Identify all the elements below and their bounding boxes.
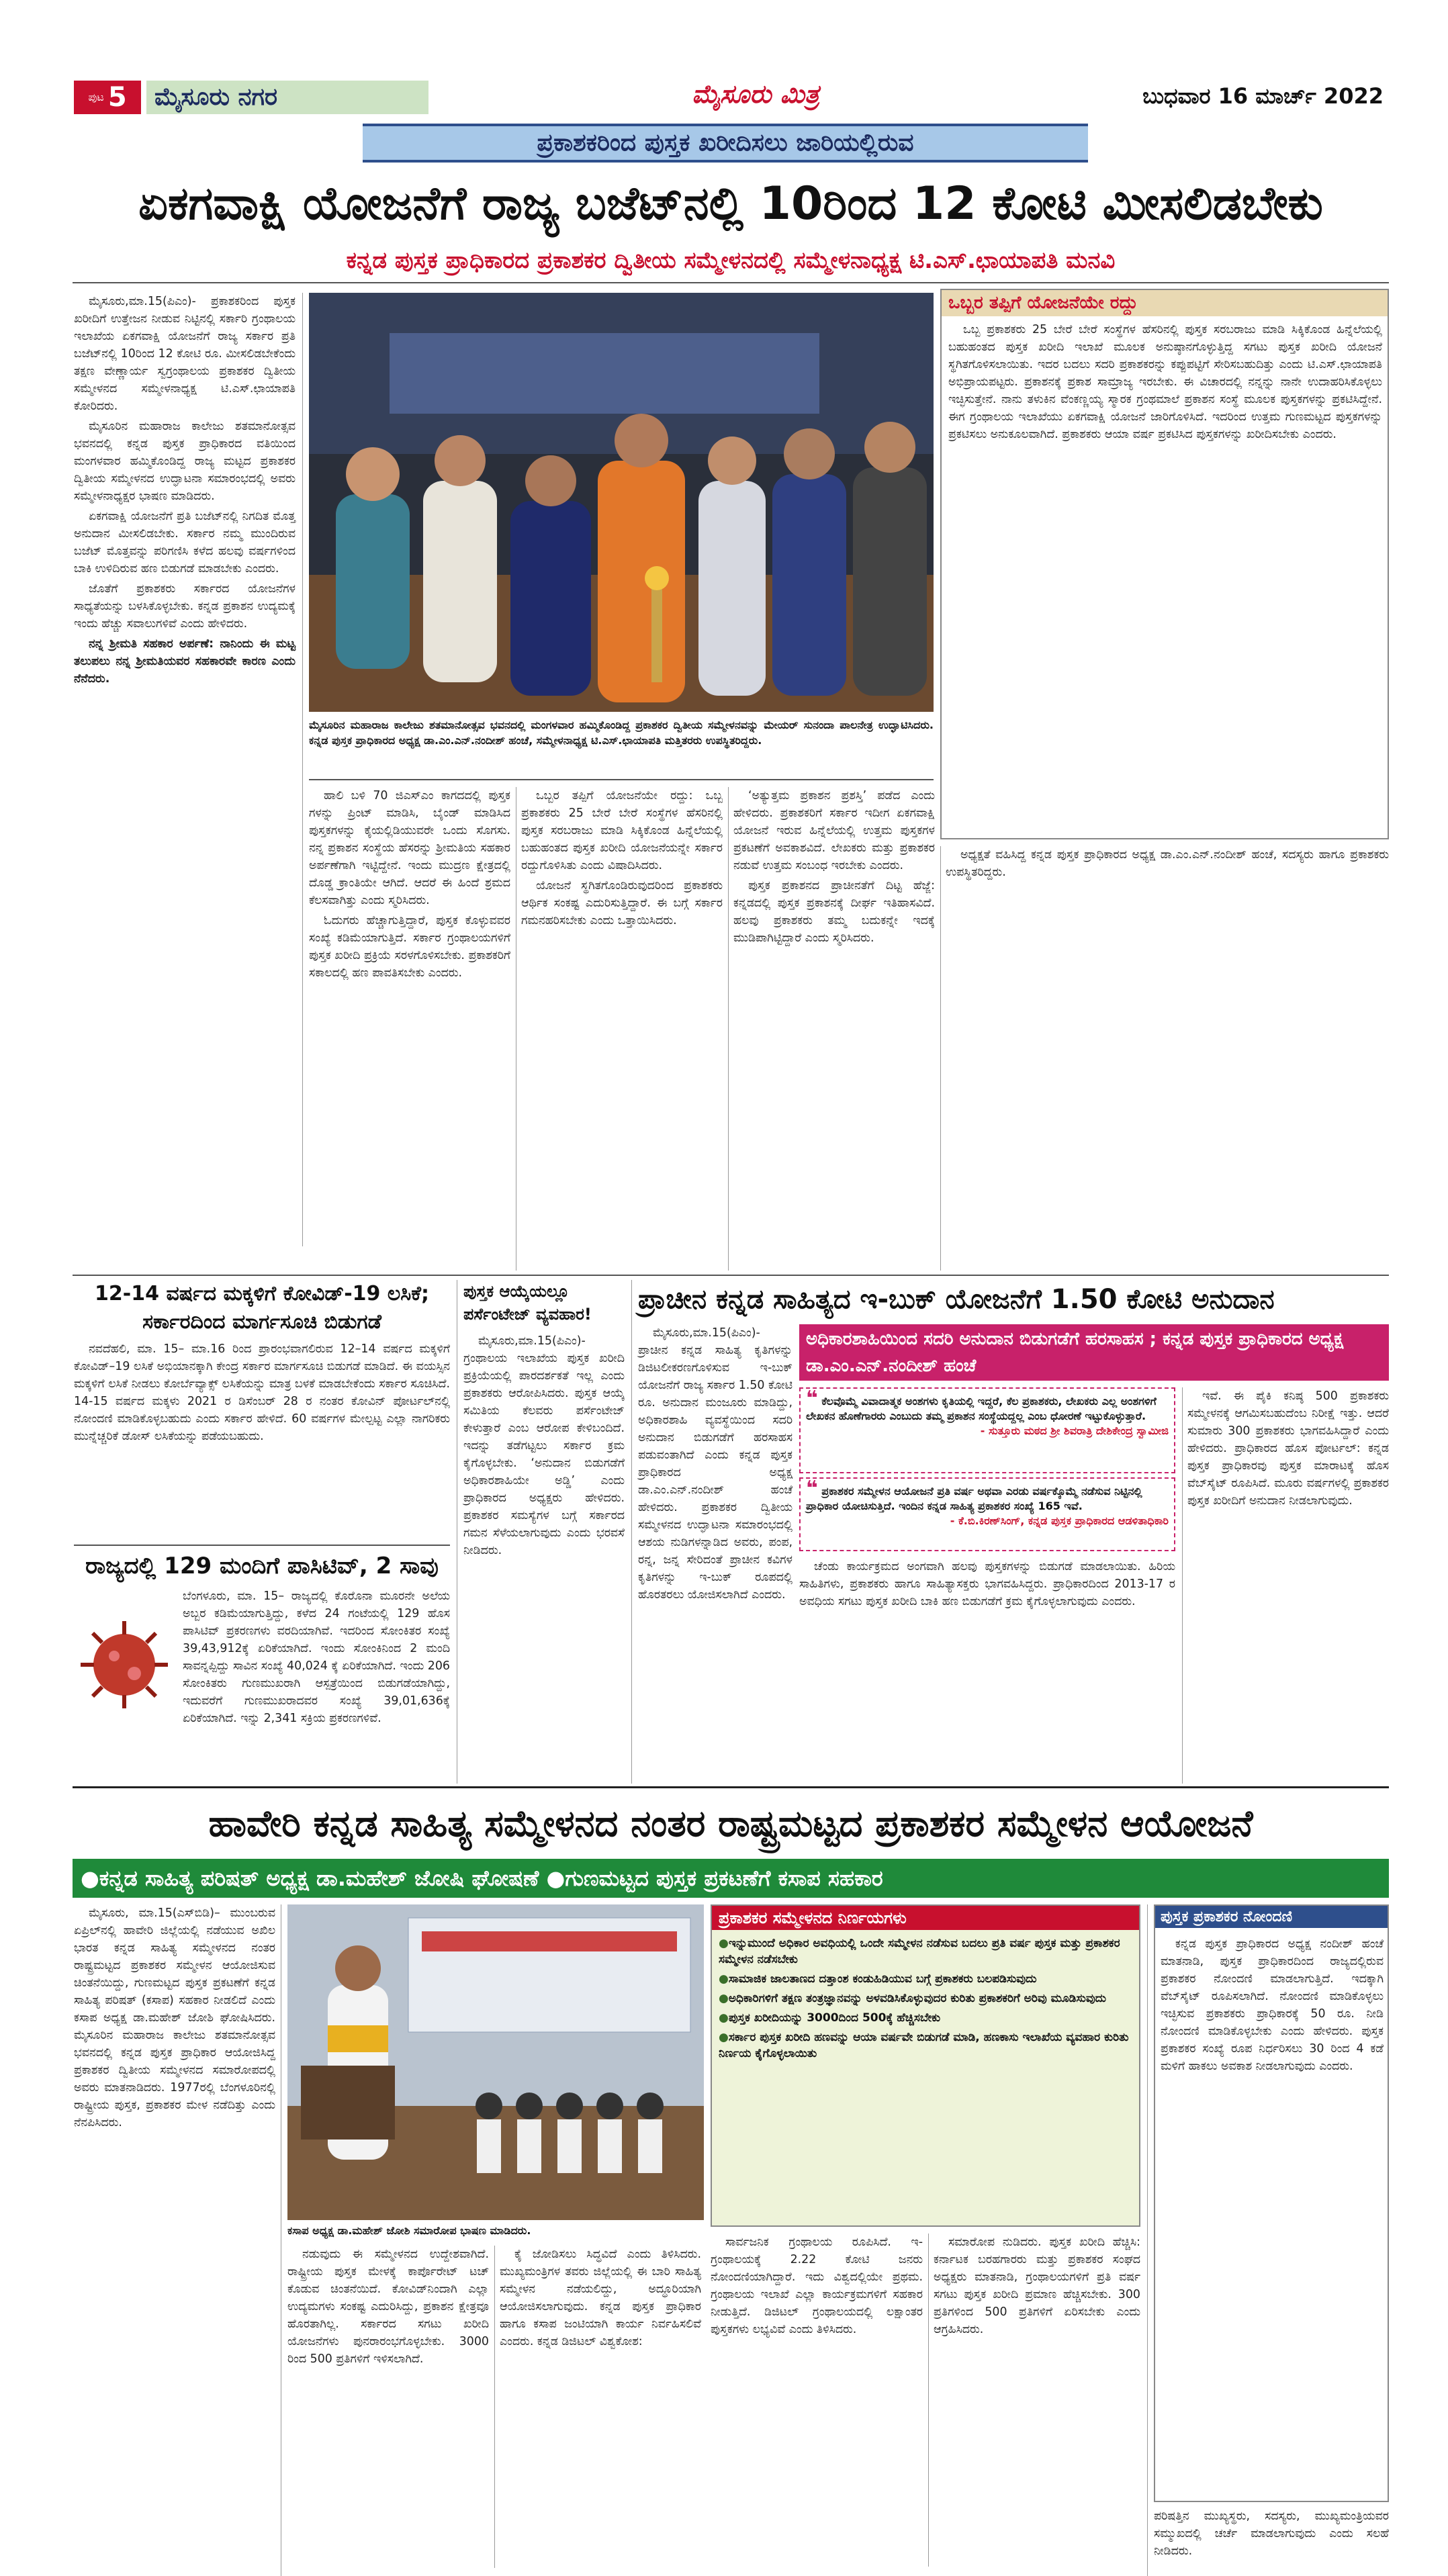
page-number: 5 bbox=[107, 82, 127, 113]
story2-mid-col-1: ನಡುವುದು ಈ ಸಮ್ಮೇಳನದ ಉದ್ದೇಶವಾಗಿದೆ. ರಾಷ್ಟ್ರೀಯ ಪುಸ್ತಕ ಮೇಳಕ್ಕೆ ಕಾರ್ಪೊರೇಟ್ ಟಚ್ ಕೊಡುವ ಚಿಂತನೆಯಿದೆ. ಕೋವಿಡ್‌ನಿಂದಾಗಿ ಎಲ್ಲಾ ಉದ್ಯಮಗಳು ಸಂಕಷ್ಟ ಎದುರಿಸಿದ್ದು, ಪ್ರಕಾಶನ ಕ್ಷೇತ್ರವೂ ಹೊರತಾಗಿಲ್ಲ. ಸರ್ಕಾರದ ಸಗಟು ಖರೀದಿ ಯೋಜನೆಗಳು ಪುನರಾರಂಭಗೊಳ್ಳಬೇಕು. 3000 ರಿಂದ 500 ಪ್ರತಿಗಳಿಗೆ ಇಳಿಸಲಾಗಿದೆ. bbox=[287, 2248, 489, 2366]
ebook-banner: ಅಧಿಕಾರಶಾಹಿಯಿಂದ ಸದರಿ ಅನುದಾನ ಬಿಡುಗಡೆಗೆ ಹರಸಾಹಸ ; ಕನ್ನಡ ಪುಸ್ತಕ ಪ್ರಾಧಿಕಾರದ ಅಧ್ಯಕ್ಷ ಡಾ.ಎಂ.ಎನ್.ನಂದೀಶ್ ಹಂಚೆ bbox=[799, 1324, 1389, 1381]
story2-photo-caption: ಕಸಾಪ ಅಧ್ಯಕ್ಷ ಡಾ.ಮಹೇಶ್ ಜೋಶಿ ಸಮಾರೋಪ ಭಾಷಣ ಮಾಡಿದರು. bbox=[287, 2224, 531, 2237]
resolution-item: ● ಪುಸ್ತಕ ಖರೀದಿಯನ್ನು 3000ದಿಂದ 500ಕ್ಕೆ ಹೆಚ್ಚಿಸಬೇಕು bbox=[719, 2010, 1132, 2026]
resolution-item: ● ಸಾಮಾಜಿಕ ಜಾಲತಾಣದ ದತ್ತಾಂಶ ಕಂಡುಹಿಡಿಯುವ ಬಗ್ಗೆ ಪ್ರಕಾಶಕರು ಬಲಪಡಿಸುವುದು bbox=[719, 1971, 1132, 1987]
ebook-headline: ಪ್ರಾಚೀನ ಕನ್ನಡ ಸಾಹಿತ್ಯದ ಇ-ಬುಕ್ ಯೋಜನೆಗೆ 1.50 ಕೋಟಿ ಅನುದಾನ bbox=[638, 1284, 1275, 1315]
story1-kicker: ಪ್ರಕಾಶಕರಿಂದ ಪುಸ್ತಕ ಖರೀದಿಸಲು ಜಾರಿಯಲ್ಲಿರುವ bbox=[363, 124, 1088, 163]
page-number-badge bbox=[74, 81, 141, 114]
story1-left-column bbox=[74, 293, 296, 1246]
resolutions-box bbox=[711, 1904, 1140, 2227]
ebook-bottom-text: ಚೆಂಡು ಕಾರ್ಯಕ್ರಮದ ಅಂಗವಾಗಿ ಹಲವು ಪುಸ್ತಕಗಳನ್ನು ಬಿಡುಗಡೆ ಮಾಡಲಾಯಿತು. ಹಿರಿಯ ಸಾಹಿತಿಗಳು, ಪ್ರಕಾಶಕರು ಹಾಗೂ ಸಾಹಿತ್ಯಾಸಕ್ತರು ಭಾಗವಹಿಸಿದ್ದರು. ಪ್ರಾಧಿಕಾರದಿಂದ 2013-17 ರ ಅವಧಿಯ ಸಗಟು ಪುಸ್ತಕ ಖರೀದಿ ಬಾಕಿ ಹಣ ಬಿಡುಗಡೆಗೆ ಕ್ರಮ ಕೈಗೊಳ್ಳಲಾಗುವುದು ಎಂದರು. bbox=[799, 1560, 1175, 1608]
quote-mark-icon: ❝ bbox=[806, 1477, 818, 1500]
resolution-item: ● ಇನ್ನುಮುಂದೆ ಅಧಿಕಾರ ಅವಧಿಯಲ್ಲಿ ಒಂದೇ ಸಮ್ಮೇಳನ ನಡೆಸುವ ಬದಲು ಪ್ರತಿ ವರ್ಷ ಪುಸ್ತಕ ಮತ್ತು ಪ್ರಕಾಶಕರ ಸಮ್ಮೇಳನ ನಡೆಸಬೇಕು bbox=[719, 1935, 1132, 1968]
resolutions-list bbox=[712, 1930, 1139, 2070]
stage-photo-illustration bbox=[309, 293, 934, 712]
box-text: ಒಬ್ಬ ಪ್ರಕಾಶಕರು 25 ಬೇರೆ ಬೇರೆ ಸಂಸ್ಥೆಗಳ ಹೆಸರಿನಲ್ಲಿ ಪುಸ್ತಕ ಸರಬರಾಜು ಮಾಡಿ ಸಿಕ್ಕಿಕೊಂಡ ಹಿನ್ನೆಲೆಯಲ್ಲಿ ಬಹುಹಂತದ ಪುಸ್ತಕ ಖರೀದಿ ಇಲಾಖೆ ಮೂಲಕ ಅನುಷ್ಠಾನಗೊಳ್ಳುತ್ತಿದ್ದ ಸಗಟು ಪುಸ್ತಕ ಖರೀದಿ ಯೋಜನೆ ಸ್ಥಗಿತಗೊಳಿಸಲಾಯಿತು. ಇದರ ಬದಲು ಸದರಿ ಪ್ರಕಾಶಕರನ್ನು ಕಪ್ಪುಪಟ್ಟಿಗೆ ಸೇರಿಸಬಹುದಿತ್ತು ಎಂದು ಟಿ.ಎಸ್.ಛಾಯಾಪತಿ ಅಭಿಪ್ರಾಯಪಟ್ಟರು. ಪ್ರಕಾಶನಕ್ಕೆ ಪ್ರಕಾಶ ಸಾಮ್ರಾಜ್ಯ ಇರಬೇಕು. ಈ ವಿಚಾರದಲ್ಲಿ ನನ್ನನ್ನು ನಾನೇ ಉದಾಹರಿಸಿಕೊಳ್ಳಲು ಇಚ್ಛಿಸುತ್ತೇನೆ. ನಾನು ತಳುಕಿನ ವೆಂಕಣ್ಣಯ್ಯ ಸ್ಮಾರಕ ಗ್ರಂಥಮಾಲೆ ಪ್ರಕಾಶನ ಸಂಸ್ಥೆ ಮೂಲಕ ಪುಸ್ತಕಗಳನ್ನು ಪ್ರಕಟಿಸಿದ್ದೇನೆ. ಈಗ ಗ್ರಂಥಾಲಯ ಇಲಾಖೆಯು ಏಕಗವಾಕ್ಷಿ ಯೋಜನೆ ಜಾರಿಗೊಳಿಸಿದೆ. ಇದರಿಂದ ಉತ್ತಮ ಗುಣಮಟ್ಟದ ಪುಸ್ತಕಗಳನ್ನು ಪ್ರಕಟಿಸಲು ಅನುಕೂಲವಾಗಿದೆ. ಪ್ರಕಾಶಕರು ಆಯಾ ವರ್ಷ ಪ್ರಕಟಿಸಿದ ಪುಸ್ತಕಗಳನ್ನು ಖರೀದಿಸಬೇಕು ಎಂದರು. bbox=[948, 323, 1382, 441]
story2-res-text-1: ಸಾರ್ವಜನಿಕ ಗ್ರಂಥಾಲಯ ರೂಪಿಸಿದೆ. ಇ-ಗ್ರಂಥಾಲಯಕ್ಕೆ 2.22 ಕೋಟಿ ಜನರು ನೋಂದಣಿಯಾಗಿದ್ದಾರೆ. ಇದು ವಿಶ್ವದಲ್ಲಿಯೇ ಪ್ರಥಮ. ಗ್ರಂಥಾಲಯ ಇಲಾಖೆ ಎಲ್ಲಾ ಕಾರ್ಯಕ್ರಮಗಳಿಗೆ ಸಹಕಾರ ನೀಡುತ್ತಿದೆ. ಡಿಜಿಟಲ್ ಗ್ರಂಥಾಲಯದಲ್ಲಿ ಲಕ್ಷಾಂತರ ಪುಸ್ತಕಗಳು ಲಭ್ಯವಿವೆ ಎಂದು ತಿಳಿಸಿದರು. bbox=[711, 2236, 923, 2336]
library-headline: ಪುಸ್ತಕ ಆಯ್ಕೆಯಲ್ಲೂ ಪರ್ಸೆಂಟೇಜ್ ವ್ಯವಹಾರ! bbox=[463, 1282, 592, 1324]
speaker-photo-illustration bbox=[287, 1904, 704, 2220]
section-name: ಮೈಸೂರು ನಗರ bbox=[146, 81, 428, 114]
registration-text: ಕನ್ನಡ ಪುಸ್ತಕ ಪ್ರಾಧಿಕಾರದ ಅಧ್ಯಕ್ಷ ನಂದೀಶ್ ಹಂಚೆ ಮಾತನಾಡಿ, ಪುಸ್ತಕ ಪ್ರಾಧಿಕಾರದಿಂದ ರಾಜ್ಯದಲ್ಲಿರುವ ಪ್ರಕಾಶಕರ ನೋಂದಣಿ ಮಾಡಲಾಗುತ್ತಿದೆ. ಇದಕ್ಕಾಗಿ ವೆಬ್‌ಸೈಟ್ ರೂಪಿಸಲಾಗಿದೆ. ನೋಂದಣಿ ಮಾಡಿಕೊಳ್ಳಲು ಇಚ್ಛಿಸುವ ಪ್ರಕಾಶಕರು ಪ್ರಾಧಿಕಾರಕ್ಕೆ 50 ರೂ. ನೀಡಿ ನೋಂದಣಿ ಮಾಡಿಕೊಳ್ಳಬೇಕು ಎಂದು ಹೇಳಿದರು. ಪುಸ್ತಕ ಪ್ರಕಾಶಕರ ಸಂಖ್ಯೆ ರೂಪ ನಿರ್ಧರಿಸಲು 30 ರಿಂದ 4 ಕಡೆ ಮಳಿಗೆ ಹಾಕಲು ಅವಕಾಶ ನೀಡಲಾಗುವುದು ಎಂದರು. bbox=[1161, 1937, 1384, 2073]
ebook-quote-2: ❝ ಪ್ರಕಾಶಕರ ಸಮ್ಮೇಳನ ಆಯೋಜನೆ ಪ್ರತಿ ವರ್ಷ ಅಥವಾ ಎರಡು ವರ್ಷಕ್ಕೊಮ್ಮೆ ನಡೆಸುವ ನಿಟ್ಟಿನಲ್ಲಿ ಪ್ರಾಧಿಕಾರ ಯೋಚಿಸುತ್ತಿದೆ. ಇಂದಿನ ಕನ್ನಡ ಸಾಹಿತ್ಯ ಪ್ರಕಾಶಕರ ಸಂಖ್ಯೆ 165 ಇವೆ. - ಕೆ.ಬಿ.ಕಿರಣ್‌ಸಿಂಗ್, ಕನ್ನಡ ಪುಸ್ತಕ ಪ್ರಾಧಿಕಾರದ ಆಡಳಿತಾಧಿಕಾರಿ bbox=[799, 1477, 1175, 1551]
library-text: ಮೈಸೂರು,ಮಾ.15(ಪಿಎಂ)- ಗ್ರಂಥಾಲಯ ಇಲಾಖೆಯ ಪುಸ್ತಕ ಖರೀದಿ ಪ್ರಕ್ರಿಯೆಯಲ್ಲಿ ಪಾರದರ್ಶಕತೆ ಇಲ್ಲ ಎಂದು ಪ್ರಕಾಶಕರು ಆರೋಪಿಸಿದರು. ಪುಸ್ತಕ ಆಯ್ಕೆ ಸಮಿತಿಯ ಕೆಲವರು ಪರ್ಸೆಂಟೇಜ್ ಕೇಳುತ್ತಾರೆ ಎಂಬ ಆರೋಪ ಕೇಳಿಬಂದಿದೆ. ಇದನ್ನು ತಡೆಗಟ್ಟಲು ಸರ್ಕಾರ ಕ್ರಮ ಕೈಗೊಳ್ಳಬೇಕು. ‘ಅನುದಾನ ಬಿಡುಗಡೆಗೆ ಅಧಿಕಾರಶಾಹಿಯೇ ಅಡ್ಡಿ’ ಎಂದು ಪ್ರಾಧಿಕಾರದ ಅಧ್ಯಕ್ಷರು ಹೇಳಿದರು. ಪ್ರಕಾಶಕರ ಸಮಸ್ಯೆಗಳ ಬಗ್ಗೆ ಸರ್ಕಾರದ ಗಮನ ಸೆಳೆಯಲಾಗುವುದು ಎಂದು ಭರವಸೆ ನೀಡಿದರು. bbox=[463, 1334, 625, 1557]
story1-headline: ಏಕಗವಾಕ್ಷಿ ಯೋಜನೆಗೆ ರಾಜ್ಯ ಬಜೆಟ್‌ನಲ್ಲಿ 10ರಿಂದ 12 ಕೋಟಿ ಮೀಸಲಿಡಬೇಕು bbox=[138, 177, 1323, 230]
quote-mark-icon: ❝ bbox=[806, 1387, 818, 1410]
ebook-left-text: ಮೈಸೂರು,ಮಾ.15(ಪಿಎಂ)- ಪ್ರಾಚೀನ ಕನ್ನಡ ಸಾಹಿತ್ಯ ಕೃತಿಗಳನ್ನು ಡಿಜಿಟಲೀಕರಣಗೊಳಿಸುವ ಇ-ಬುಕ್ ಯೋಜನೆಗೆ ರಾಜ್ಯ ಸರ್ಕಾರ 1.50 ಕೋಟಿ ರೂ. ಅನುದಾನ ಮಂಜೂರು ಮಾಡಿದ್ದು, ಅಧಿಕಾರಶಾಹಿ ವ್ಯವಸ್ಥೆಯಿಂದ ಸದರಿ ಅನುದಾನ ಬಿಡುಗಡೆಗೆ ಹರಸಾಹಸ ಪಡುವಂತಾಗಿದೆ ಎಂದು ಕನ್ನಡ ಪುಸ್ತಕ ಪ್ರಾಧಿಕಾರದ ಅಧ್ಯಕ್ಷ ಡಾ.ಎಂ.ಎನ್.ನಂದೀಶ್ ಹಂಚೆ ಹೇಳಿದರು. ಪ್ರಕಾಶಕರ ದ್ವಿತೀಯ ಸಮ್ಮೇಳನದ ಉದ್ಘಾಟನಾ ಸಮಾರಂಭದಲ್ಲಿ ಆಶಯ ನುಡಿಗಳನ್ನಾಡಿದ ಅವರು, ಪಂಪ, ರನ್ನ, ಜನ್ನ ಸೇರಿದಂತೆ ಪ್ರಾಚೀನ ಕವಿಗಳ ಕೃತಿಗಳನ್ನು ಇ-ಬುಕ್ ರೂಪದಲ್ಲಿ ಹೊರತರಲು ಯೋಜಿಸಲಾಗಿದೆ ಎಂದರು. bbox=[638, 1326, 793, 1602]
story2-photo bbox=[287, 1904, 704, 2220]
story2-headline: ಹಾವೇರಿ ಕನ್ನಡ ಸಾಹಿತ್ಯ ಸಮ್ಮೇಳನದ ನಂತರ ರಾಷ್ಟ್ರಮಟ್ಟದ ಪ್ರಕಾಶಕರ ಸಮ್ಮೇಳನ ಆಯೋಜನೆ bbox=[208, 1802, 1253, 1845]
story1-mid-col-2: ಒಬ್ಬರ ತಪ್ಪಿಗೆ ಯೋಜನೆಯೇ ರದ್ದು: ಒಬ್ಬ ಪ್ರಕಾಶಕರು 25 ಬೇರೆ ಬೇರೆ ಸಂಸ್ಥೆಗಳ ಹೆಸರಿನಲ್ಲಿ ಪುಸ್ತಕ ಸರಬರಾಜು ಮಾಡಿ ಸಿಕ್ಕಿಕೊಂಡ ಹಿನ್ನೆಲೆಯಲ್ಲಿ ಬಹುಹಂತದ ಪುಸ್ತಕ ಖರೀದಿ ಯೋಜನೆಯನ್ನೇ ಸರ್ಕಾರ ರದ್ದುಗೊಳಿಸಿತು ಎಂದು ವಿಷಾದಿಸಿದರು. ಯೋಜನೆ ಸ್ಥಗಿತಗೊಂಡಿರುವುದರಿಂದ ಪ್ರಕಾಶಕರು ಆರ್ಥಿಕ ಸಂಕಷ್ಟ ಎದುರಿಸುತ್ತಿದ್ದಾರೆ. ಈ ಬಗ್ಗೆ ಸರ್ಕಾರ ಗಮನಹರಿಸಬೇಕು ಎಂದು ಒತ್ತಾಯಿಸಿದರು. bbox=[521, 789, 723, 927]
story2-res-text-2: ಸಮಾರೋಪ ನುಡಿದರು. ಪುಸ್ತಕ ಖರೀದಿ ಹೆಚ್ಚಿಸಿ: ಕರ್ನಾಟಕ ಬರಹಗಾರರು ಮತ್ತು ಪ್ರಕಾಶಕರ ಸಂಘದ ಅಧ್ಯಕ್ಷರು ಮಾತನಾಡಿ, ಗ್ರಂಥಾಲಯಗಳಿಗೆ ಪ್ರತಿ ವರ್ಷ ಸಗಟು ಪುಸ್ತಕ ಖರೀದಿ ಪ್ರಮಾಣ ಹೆಚ್ಚಿಸಬೇಕು. 300 ಪ್ರತಿಗಳಿಂದ 500 ಪ್ರತಿಗಳಿಗೆ ಏರಿಸಬೇಕು ಎಂದು ಆಗ್ರಹಿಸಿದರು. bbox=[934, 2236, 1140, 2336]
story2-subhead: ●ಕನ್ನಡ ಸಾಹಿತ್ಯ ಪರಿಷತ್ ಅಧ್ಯಕ್ಷ ಡಾ.ಮಹೇಶ್ ಜೋಷಿ ಘೋಷಣೆ ●ಗುಣಮಟ್ಟದ ಪುಸ್ತಕ ಪ್ರಕಟಣೆಗೆ ಕಸಾಪ ಸಹಕಾರ bbox=[73, 1859, 1389, 1898]
registration-box bbox=[1154, 1904, 1389, 2502]
paragraph: ಏಕಗವಾಕ್ಷಿ ಯೋಜನೆಗೆ ಪ್ರತಿ ಬಜೆಟ್‌ನಲ್ಲಿ ನಿಗದಿತ ಮೊತ್ತ ಅನುದಾನ ಮೀಸಲಿಡಬೇಕು. ಸರ್ಕಾರ ನಮ್ಮ ಮುಂದಿರುವ ಬಜೆಟ್ ಮೊತ್ತವನ್ನು ಪರಿಗಣಿಸಿ ಕಳೆದ ಹಲವು ವರ್ಷಗಳಿಂದ ಬಾಕಿ ಉಳಿದಿರುವ ಹಣ ಬಿಡುಗಡೆ ಮಾಡಬೇಕು ಎಂದರು. bbox=[74, 510, 296, 576]
paragraph: ಮೈಸೂರು,ಮಾ.15(ಪಿಎಂ)- ಪ್ರಕಾಶಕರಿಂದ ಪುಸ್ತಕ ಖರೀದಿಗೆ ಉತ್ತೇಜನ ನೀಡುವ ನಿಟ್ಟಿನಲ್ಲಿ ಸರ್ಕಾರಿ ಗ್ರಂಥಾಲಯ ಇಲಾಖೆಯ ಏಕಗವಾಕ್ಷಿ ಯೋಜನೆಗೆ ರಾಜ್ಯ ಸರ್ಕಾರ ಪ್ರತಿ ಬಜೆಟ್‌ನಲ್ಲಿ 10ರಿಂದ 12 ಕೋಟಿ ರೂ. ಮೀಸಲಿಡಬೇಕೆಂದು ತಕ್ಷಣ ವೇಣ್ಣಾರ್ಯ ಸ್ವಗ್ರಂಥಾಲಯ ಪ್ರಕಾಶಕರ ದ್ವಿತೀಯ ಸಮ್ಮೇಳನದ ಸಮ್ಮೇಳನಾಧ್ಯಕ್ಷ ಟಿ.ಎಸ್.ಛಾಯಾಪತಿ ಕೋರಿದರು. bbox=[74, 295, 296, 413]
masthead bbox=[74, 78, 1384, 117]
story1-main-photo bbox=[309, 293, 934, 712]
ebook-right-text: ಇವೆ. ಈ ಪೈಕಿ ಕನಿಷ್ಠ 500 ಪ್ರಕಾಶಕರು ಸಮ್ಮೇಳನಕ್ಕೆ ಆಗಮಿಸಬಹುದೆಂಬ ನಿರೀಕ್ಷೆ ಇತ್ತು. ಆದರೆ ಸುಮಾರು 300 ಪ್ರಕಾಶಕರು ಭಾಗವಹಿಸಿದ್ದಾರೆ ಎಂದು ಹೇಳಿದರು. ಪ್ರಾಧಿಕಾರದ ಹೊಸ ಪೋರ್ಟಲ್: ಕನ್ನಡ ಪುಸ್ತಕ ಪ್ರಾಧಿಕಾರವು ಪುಸ್ತಕ ಮಾರಾಟಕ್ಕೆ ಹೊಸ ವೆಬ್‌ಸೈಟ್ ರೂಪಿಸಿದೆ. ಮೂರು ವರ್ಷಗಳಲ್ಲಿ ಪ್ರಕಾಶಕರ ಪುಸ್ತಕ ಖರೀದಿಗೆ ಅನುದಾನ ನೀಡಲಾಗುವುದು. bbox=[1187, 1389, 1389, 1508]
paper-logo: ಮೈಸೂರು ಮಿತ್ರ bbox=[692, 79, 819, 109]
story1-mid-col-4: ಅಧ್ಯಕ್ಷತೆ ವಹಿಸಿದ್ದ ಕನ್ನಡ ಪುಸ್ತಕ ಪ್ರಾಧಿಕಾರದ ಅಧ್ಯಕ್ಷ ಡಾ.ಎಂ.ಎನ್.ನಂದೀಶ್ ಹಂಚೆ, ಸದಸ್ಯರು ಹಾಗೂ ಪ್ರಕಾಶಕರು ಉಪಸ್ಥಿತರಿದ್ದರು. bbox=[946, 848, 1389, 879]
covid-text: ನವದೆಹಲಿ, ಮಾ. 15– ಮಾ.16 ರಿಂದ ಪ್ರಾರಂಭವಾಗಲಿರುವ 12–14 ವರ್ಷದ ಮಕ್ಕಳಿಗೆ ಕೋವಿಡ್–19 ಲಸಿಕೆ ಅಭಿಯಾನಕ್ಕಾಗಿ ಕೇಂದ್ರ ಸರ್ಕಾರ ಮಾರ್ಗಸೂಚಿ ಬಿಡುಗಡೆ ಮಾಡಿದೆ. ಈ ವಯಸ್ಸಿನ ಮಕ್ಕಳಿಗೆ ಲಸಿಕೆ ನೀಡಲು ಕೋರ್ಬೆವ್ಯಾಕ್ಸ್ ಲಸಿಕೆಯನ್ನು ಮಾತ್ರ ಬಳಕೆ ಮಾಡಬೇಕೆಂದು ಸರ್ಕಾರ ಸೂಚಿಸಿದೆ. 14-15 ವರ್ಷದ ಮಕ್ಕಳು 2021 ರ ಡಿಸೆಂಬರ್ 28 ರ ನಂತರ ಕೋವಿನ್ ಪೋರ್ಟಲ್‌ನಲ್ಲಿ ನೋಂದಣಿ ಮಾಡಿಕೊಳ್ಳಬಹುದು ಎಂದು ಸರ್ಕಾರ ಹೇಳಿದೆ. 60 ವರ್ಷಗಳ ಮೇಲ್ಪಟ್ಟ ಎಲ್ಲಾ ನಾಗರಿಕರು ಮುನ್ನೆಚ್ಚರಿಕೆ ಡೋಸ್ ಲಸಿಕೆಯನ್ನು ಪಡೆಯಬಹುದು. bbox=[74, 1342, 450, 1443]
story1-subhead: ಕನ್ನಡ ಪುಸ್ತಕ ಪ್ರಾಧಿಕಾರದ ಪ್ರಕಾಶಕರ ದ್ವಿತೀಯ ಸಮ್ಮೇಳನದಲ್ಲಿ ಸಮ್ಮೇಳನಾಧ್ಯಕ್ಷ ಟಿ.ಎಸ್.ಛಾಯಾಪತಿ ಮನವಿ bbox=[346, 247, 1116, 274]
resolution-item: ● ಅಧಿಕಾರಿಗಳಿಗೆ ತಕ್ಷಣ ತಂತ್ರಜ್ಞಾನವನ್ನು ಅಳವಡಿಸಿಕೊಳ್ಳುವುದರ ಕುರಿತು ಪ್ರಕಾಶಕರಿಗೆ ಅರಿವು ಮೂಡಿಸುವುದು bbox=[719, 1990, 1132, 2007]
story2-right-bottom: ಪರಿಷತ್ತಿನ ಮುಖ್ಯಸ್ಥರು, ಸದಸ್ಯರು, ಮುಖ್ಯಮಂತ್ರಿಯವರ ಸಮ್ಮುಖದಲ್ಲಿ ಚರ್ಚೆ ಮಾಡಲಾಗುವುದು ಎಂದು ಸಲಹೆ ನೀಡಿದರು. bbox=[1154, 2510, 1389, 2558]
story1-photo-caption: ಮೈಸೂರಿನ ಮಹಾರಾಜ ಕಾಲೇಜು ಶತಮಾನೋತ್ಸವ ಭವನದಲ್ಲಿ ಮಂಗಳವಾರ ಹಮ್ಮಿಕೊಂಡಿದ್ದ ಪ್ರಕಾಶಕರ ದ್ವಿತೀಯ ಸಮ್ಮೇಳನವನ್ನು ಮೇಯರ್ ಸುನಂದಾ ಪಾಲನೇತ್ರ ಉದ್ಘಾಟಿಸಿದರು. ಕನ್ನಡ ಪುಸ್ತಕ ಪ್ರಾಧಿಕಾರದ ಅಧ್ಯಕ್ಷ ಡಾ.ಎಂ.ಎನ್.ನಂದೀಶ್ ಹಂಚೆ, ಸಮ್ಮೇಳನಾಧ್ಯಕ್ಷ ಟಿ.ಎಸ್.ಛಾಯಾಪತಿ ಮತ್ತಿತರರು ಉಪಸ್ಥಿತರಿದ್ದರು. bbox=[309, 717, 934, 780]
issue-date: ಬುಧವಾರ 16 ಮಾರ್ಚ್ 2022 bbox=[1142, 83, 1384, 109]
positive-text: ಬೆಂಗಳೂರು, ಮಾ. 15– ರಾಜ್ಯದಲ್ಲಿ ಕೊರೊನಾ ಮೂರನೇ ಅಲೆಯ ಅಬ್ಬರ ಕಡಿಮೆಯಾಗುತ್ತಿದ್ದು, ಕಳೆದ 24 ಗಂಟೆಯಲ್ಲಿ 129 ಹೊಸ ಪಾಸಿಟಿವ್ ಪ್ರಕರಣಗಳು ವರದಿಯಾಗಿವೆ. ಇದರಿಂದ ಸೋಂಕಿತರ ಸಂಖ್ಯೆ 39,43,912ಕ್ಕೆ ಏರಿಕೆಯಾಗಿದೆ. ಇಂದು ಸೋಂಕಿನಿಂದ 2 ಮಂದಿ ಸಾವನ್ನಪ್ಪಿದ್ದು ಸಾವಿನ ಸಂಖ್ಯೆ 40,024 ಕ್ಕೆ ಏರಿಕೆಯಾಗಿದೆ. ಇಂದು 206 ಸೋಂಕಿತರು ಗುಣಮುಖರಾಗಿ ಆಸ್ಪತ್ರೆಯಿಂದ ಬಿಡುಗಡೆಯಾಗಿದ್ದು, ಇದುವರೆಗೆ ಗುಣಮುಖರಾದವರ ಸಂಖ್ಯೆ 39,01,636ಕ್ಕೆ ಏರಿಕೆಯಾಗಿದೆ. ಇನ್ನು 2,341 ಸಕ್ರಿಯ ಪ್ರಕರಣಗಳಿವೆ. bbox=[74, 1588, 450, 1776]
story2-mid-col-2: ಕೈ ಜೋಡಿಸಲು ಸಿದ್ಧವಿದೆ ಎಂದು ತಿಳಿಸಿದರು. ಮುಖ್ಯಮಂತ್ರಿಗಳ ತವರು ಜಿಲ್ಲೆಯಲ್ಲಿ ಈ ಬಾರಿ ಸಾಹಿತ್ಯ ಸಮ್ಮೇಳನ ನಡೆಯಲಿದ್ದು, ಅದ್ಧೂರಿಯಾಗಿ ಆಯೋಜಿಸಲಾಗುವುದು. ಕನ್ನಡ ಪುಸ್ತಕ ಪ್ರಾಧಿಕಾರ ಹಾಗೂ ಕಸಾಪ ಜಂಟಿಯಾಗಿ ಕಾರ್ಯ ನಿರ್ವಹಿಸಲಿವೆ ಎಂದರು. ಕನ್ನಡ ಡಿಜಿಟಲ್ ವಿಶ್ವಕೋಶ: bbox=[500, 2248, 701, 2348]
resolution-item: ● ಸರ್ಕಾರ ಪುಸ್ತಕ ಖರೀದಿ ಹಣವನ್ನು ಆಯಾ ವರ್ಷವೇ ಬಿಡುಗಡೆ ಮಾಡಿ, ಹಣಕಾಸು ಇಲಾಖೆಯ ವ್ಯವಹಾರ ಕುರಿತು ನಿರ್ಣಯ ಕೈಗೊಳ್ಳಲಾಯಿತು bbox=[719, 2029, 1132, 2062]
resolutions-title: ಪ್ರಕಾಶಕರ ಸಮ್ಮೇಳನದ ನಿರ್ಣಯಗಳು bbox=[712, 1906, 1139, 1930]
ebook-quote-1: ❝ ಕೆಲವೊಮ್ಮೆ ವಿವಾದಾತ್ಮಕ ಅಂಶಗಳು ಕೃತಿಯಲ್ಲಿ ಇದ್ದರೆ, ಕೆಲ ಪ್ರಕಾಶಕರು, ಲೇಖಕರು ಎಲ್ಲ ಅಂಶಗಳಿಗೆ ಲೇಖಕನ ಹೊಣೆಗಾರರು ಎಂಬುದು ತಮ್ಮ ಪ್ರಕಾಶನ ಸಂಸ್ಥೆಯದ್ದಲ್ಲ ಎಂಬ ಧೋರಣೆ ಇಟ್ಟುಕೊಳ್ಳುತ್ತಾರೆ. - ಸುತ್ತೂರು ಮಠದ ಶ್ರೀ ಶಿವರಾತ್ರಿ ದೇಶಿಕೇಂದ್ರ ಸ್ವಾಮೀಜಿ bbox=[799, 1387, 1175, 1473]
paragraph: ಮೈಸೂರಿನ ಮಹಾರಾಜ ಕಾಲೇಜು ಶತಮಾನೋತ್ಸವ ಭವನದಲ್ಲಿ ಕನ್ನಡ ಪುಸ್ತಕ ಪ್ರಾಧಿಕಾರದ ವತಿಯಿಂದ ಮಂಗಳವಾರ ಹಮ್ಮಿಕೊಂಡಿದ್ದ ರಾಜ್ಯ ಮಟ್ಟದ ಪ್ರಕಾಶಕರ ದ್ವಿತೀಯ ಸಮ್ಮೇಳನದ ಉದ್ಘಾಟನಾ ಸಮಾರಂಭದಲ್ಲಿ ಅವರು ಸಮ್ಮೇಳನಾಧ್ಯಕ್ಷರ ಭಾಷಣ ಮಾಡಿದರು. bbox=[74, 420, 296, 503]
paragraph: ನನ್ನ ಶ್ರೀಮತಿ ಸಹಕಾರ ಅರ್ಪಣೆ: ನಾನಿಂದು ಈ ಮಟ್ಟ ತಲುಪಲು ನನ್ನ ಶ್ರೀಮತಿಯವರ ಸಹಕಾರವೇ ಕಾರಣ ಎಂದು ನೆನೆದರು. bbox=[74, 637, 296, 686]
registration-title: ಪುಸ್ತಕ ಪ್ರಕಾಶಕರ ನೋಂದಣಿ bbox=[1155, 1906, 1388, 1928]
story1-mid-col-1: ಹಾಲಿ ಬಳಿ 70 ಜಿಎಸ್‌ಎಂ ಕಾಗದದಲ್ಲಿ ಪುಸ್ತಕ ಗಳನ್ನು ಪ್ರಿಂಟ್ ಮಾಡಿಸಿ, ಬೈಂಡ್ ಮಾಡಿಸಿದ ಪುಸ್ತಕಗಳನ್ನು ಕೈಯಲ್ಲಿಡಿಯುವರೇ ಒಂದು ಸೊಗಸು. ನನ್ನ ಪ್ರಕಾಶನ ಸಂಸ್ಥೆಯ ಹೆಸರನ್ನು ಶ್ರೀಮತಿಯ ಸಹಕಾರ ಅರ್ಪಣೆಗಾಗಿ ಇಟ್ಟಿದ್ದೇನೆ. ಇಂದು ಮುದ್ರಣ ಕ್ಷೇತ್ರದಲ್ಲಿ ದೊಡ್ಡ ಕ್ರಾಂತಿಯೇ ಆಗಿದೆ. ಆದರೆ ಈ ಹಿಂದೆ ಶ್ರಮದ ಕೆಲಸವಾಗಿತ್ತು ಎಂದು ಸ್ಮರಿಸಿದರು. ಓದುಗರು ಹೆಚ್ಚಾಗುತ್ತಿದ್ದಾರೆ, ಪುಸ್ತಕ ಕೊಳ್ಳುವವರ ಸಂಖ್ಯೆ ಕಡಿಮೆಯಾಗುತ್ತಿದೆ. ಸರ್ಕಾರ ಗ್ರಂಥಾಲಯಗಳಿಗೆ ಪುಸ್ತಕ ಖರೀದಿ ಪ್ರಕ್ರಿಯೆ ಸರಳಗೊಳಿಸಬೇಕು. ಪ್ರಕಾಶಕರಿಗೆ ಸಕಾಲದಲ್ಲಿ ಹಣ ಪಾವತಿಸಬೇಕು ಎಂದರು. bbox=[309, 789, 510, 980]
virus-icon bbox=[74, 1614, 175, 1715]
story2-left-column: ಮೈಸೂರು, ಮಾ.15(ಎಸ್‌ಬಿಡಿ)– ಮುಂಬರುವ ಏಪ್ರಿಲ್‌ನಲ್ಲಿ ಹಾವೇರಿ ಜಿಲ್ಲೆಯಲ್ಲಿ ನಡೆಯುವ ಅಖಿಲ ಭಾರತ ಕನ್ನಡ ಸಾಹಿತ್ಯ ಸಮ್ಮೇಳನದ ನಂತರ ರಾಷ್ಟ್ರಮಟ್ಟದ ಪ್ರಕಾಶಕರ ಸಮ್ಮೇಳನ ಆಯೋಜಿಸುವ ಚಿಂತನೆಯಿದ್ದು, ಗುಣಮಟ್ಟದ ಪುಸ್ತಕ ಪ್ರಕಟಣೆಗೆ ಕನ್ನಡ ಸಾಹಿತ್ಯ ಪರಿಷತ್ (ಕಸಾಪ) ಸಹಕಾರ ನೀಡಲಿದೆ ಎಂದು ಕಸಾಪ ಅಧ್ಯಕ್ಷ ಡಾ.ಮಹೇಶ್ ಜೋಶಿ ಘೋಷಿಸಿದರು. ಮೈಸೂರಿನ ಮಹಾರಾಜ ಕಾಲೇಜು ಶತಮಾನೋತ್ಸವ ಭವನದಲ್ಲಿ ಕನ್ನಡ ಪುಸ್ತಕ ಪ್ರಾಧಿಕಾರ ಆಯೋಜಿಸಿದ್ದ ಪ್ರಕಾಶಕರ ದ್ವಿತೀಯ ಸಮ್ಮೇಳನದ ಸಮಾರೋಪದಲ್ಲಿ ಅವರು ಮಾತನಾಡಿದರು. 1977ರಲ್ಲಿ ಬೆಂಗಳೂರಿನಲ್ಲಿ ರಾಷ್ಟ್ರೀಯ ಪುಸ್ತಕ, ಪ್ರಕಾಶಕರ ಮೇಳ ನಡೆದಿತ್ತು ಎಂದು ನೆನಪಿಸಿದರು. bbox=[74, 1906, 275, 2129]
page-label: ಪುಟ bbox=[88, 91, 104, 103]
box-title: ಒಬ್ಬರ ತಪ್ಪಿಗೆ ಯೋಜನೆಯೇ ರದ್ದು bbox=[942, 290, 1388, 316]
paragraph: ಜೊತೆಗೆ ಪ್ರಕಾಶಕರು ಸರ್ಕಾರದ ಯೋಜನೆಗಳ ಸಾಧ್ಯತೆಯನ್ನು ಬಳಸಿಕೊಳ್ಳಬೇಕು. ಕನ್ನಡ ಪ್ರಕಾಶನ ಉದ್ಯಮಕ್ಕೆ ಇಂದು ಹೆಚ್ಚು ಸವಾಲುಗಳಿವೆ ಎಂದು ಹೇಳಿದರು. bbox=[74, 582, 296, 631]
positive-headline: ರಾಜ್ಯದಲ್ಲಿ 129 ಮಂದಿಗೆ ಪಾಸಿಟಿವ್, 2 ಸಾವು bbox=[85, 1553, 439, 1579]
story1-side-box bbox=[940, 289, 1389, 839]
covid-headline: 12-14 ವರ್ಷದ ಮಕ್ಕಳಿಗೆ ಕೋವಿಡ್-19 ಲಸಿಕೆ; ಸರ್ಕಾರದಿಂದ ಮಾರ್ಗಸೂಚಿ ಬಿಡುಗಡೆ bbox=[95, 1282, 429, 1334]
story1-mid-col-3: ‘ಅತ್ಯುತ್ತಮ ಪ್ರಕಾಶನ ಪ್ರಶಸ್ತಿ’ ಪಡೆದ ಎಂದು ಹೇಳಿದರು. ಪ್ರಕಾಶಕರಿಗೆ ಸರ್ಕಾರ ಇದೀಗ ಏಕಗವಾಕ್ಷಿ ಯೋಜನೆ ಇರುವ ಹಿನ್ನೆಲೆಯಲ್ಲಿ ಉತ್ತಮ ಪುಸ್ತಕಗಳ ಪ್ರಕಟಣೆಗೆ ಅವಕಾಶವಿದೆ. ಲೇಖಕರು ಮತ್ತು ಪ್ರಕಾಶಕರ ನಡುವೆ ಉತ್ತಮ ಸಂಬಂಧ ಇರಬೇಕು ಎಂದರು. ಪುಸ್ತಕ ಪ್ರಕಾಶನದ ಪ್ರಾಚೀನತೆಗೆ ದಿಟ್ಟ ಹೆಜ್ಜೆ: ಕನ್ನಡದಲ್ಲಿ ಪುಸ್ತಕ ಪ್ರಕಾಶನಕ್ಕೆ ದೀರ್ಘ ಇತಿಹಾಸವಿದೆ. ಹಲವು ಪ್ರಕಾಶಕರು ತಮ್ಮ ಬದುಕನ್ನೇ ಇದಕ್ಕೆ ಮುಡಿಪಾಗಿಟ್ಟಿದ್ದಾರೆ ಎಂದು ಸ್ಮರಿಸಿದರು. bbox=[733, 789, 935, 945]
